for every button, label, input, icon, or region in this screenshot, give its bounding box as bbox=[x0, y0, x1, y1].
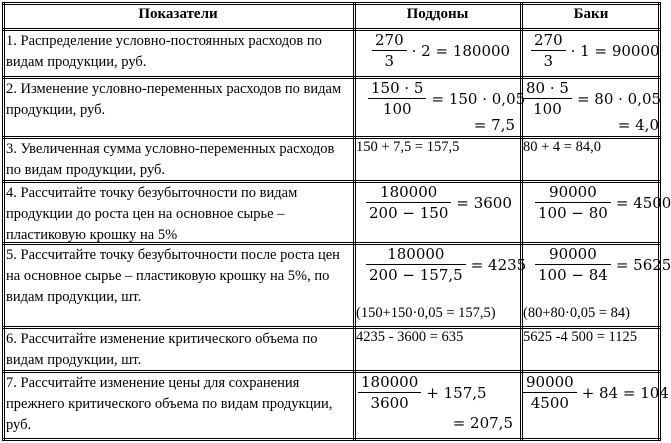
header-row bbox=[2, 2, 661, 28]
fraction: $\frac{270}{3}$ bbox=[531, 30, 566, 71]
pallets-cell bbox=[354, 136, 521, 180]
formula-tail: + 84 = 104 bbox=[581, 383, 669, 402]
table-row bbox=[2, 136, 661, 180]
formula: 150 + 7,5 = 157,5 bbox=[356, 139, 460, 155]
header-pallets: Поддоны bbox=[406, 6, 469, 22]
row-label: 7. Рассчитайте изменение цены для сохранения прежнего критического объема по видам продукции, руб. bbox=[6, 375, 333, 433]
row-label: 5. Рассчитайте точку безубыточности после роста цен на основное сырье – пластиковую крошку на 5%, по видам продукции, шт. bbox=[6, 247, 340, 305]
fraction: $\frac{180000}{200 - 157,5}$ bbox=[366, 244, 466, 285]
formula: 4235 - 3600 = 635 bbox=[356, 329, 464, 345]
table-row bbox=[2, 76, 661, 136]
tanks-cell bbox=[521, 180, 671, 242]
pallets-cell bbox=[354, 370, 521, 438]
fraction: $\frac{90000}{100 - 84}$ bbox=[535, 244, 611, 285]
row-label: 1. Распределение условно-постоянных расходов по видам продукции, руб. bbox=[6, 33, 322, 70]
fraction: $\frac{90000}{100 - 80}$ bbox=[535, 182, 611, 223]
row-label: 3. Увеличенная сумма условно-переменных расходов по видам продукции, руб. bbox=[6, 141, 335, 178]
fraction: $\frac{180000}{200 - 150}$ bbox=[366, 182, 451, 223]
formula-tail: = 4235 bbox=[470, 255, 527, 274]
formula: 80 + 4 = 84,0 bbox=[523, 139, 601, 155]
row-label: 4. Рассчитайте точку безубыточности по видам продукции до роста цен на основное сырье – пластиковую крошку на 5% bbox=[6, 185, 298, 243]
tanks-cell bbox=[521, 242, 671, 326]
formula-tail: = 150 · 0,05 bbox=[431, 89, 526, 108]
formula-tail: = 4500 bbox=[615, 193, 671, 212]
formula-tail: · 2 = 180000 bbox=[411, 41, 511, 60]
fraction: $\frac{270}{3}$ bbox=[372, 30, 407, 71]
formula-tail: = 80 · 0,05 bbox=[576, 89, 662, 108]
table-row bbox=[2, 180, 671, 243]
tanks-cell bbox=[521, 326, 661, 370]
formula: 5625 -4 500 = 1125 bbox=[523, 329, 637, 345]
fraction: $\frac{150 \cdot 5}{100}$ bbox=[368, 78, 426, 119]
formula-tail: = 3600 bbox=[456, 193, 512, 212]
table-row bbox=[2, 242, 671, 326]
tanks-cell bbox=[521, 28, 661, 76]
row-label: 2. Изменение условно-переменных расходов по видам продукции, руб. bbox=[6, 81, 342, 118]
formula-note: (80+80·0,05 = 84) bbox=[523, 305, 630, 321]
formula-result: = 4,0 bbox=[617, 116, 659, 134]
formula-tail: = 5625 bbox=[615, 255, 671, 274]
table-row bbox=[2, 28, 661, 76]
pallets-cell bbox=[354, 242, 527, 326]
row-label: 6. Рассчитайте изменение критического объема по видам продукции, шт. bbox=[6, 331, 318, 368]
pallets-cell bbox=[354, 326, 521, 370]
formula-tail: + 157,5 bbox=[426, 383, 487, 402]
formula-result: = 207,5 bbox=[452, 414, 513, 432]
pallets-cell bbox=[354, 28, 521, 76]
fraction: $\frac{90000}{4500}$ bbox=[523, 372, 577, 413]
formula-tail: · 1 = 90000 bbox=[570, 41, 660, 60]
formula-note: (150+150·0,05 = 157,5) bbox=[356, 305, 496, 321]
pallets-cell bbox=[354, 180, 521, 242]
fraction: $\frac{180000}{3600}$ bbox=[358, 372, 421, 413]
pallets-cell bbox=[354, 76, 526, 136]
table-row bbox=[2, 326, 661, 370]
header-indicators: Показатели bbox=[138, 6, 218, 22]
header-tanks: Баки bbox=[573, 6, 609, 22]
tanks-cell bbox=[521, 136, 661, 180]
formula-result: = 7,5 bbox=[473, 116, 515, 134]
table-row bbox=[2, 370, 669, 438]
tanks-cell bbox=[521, 76, 661, 136]
fraction: $\frac{80 \cdot 5}{100}$ bbox=[523, 78, 572, 119]
tanks-cell bbox=[521, 370, 669, 438]
